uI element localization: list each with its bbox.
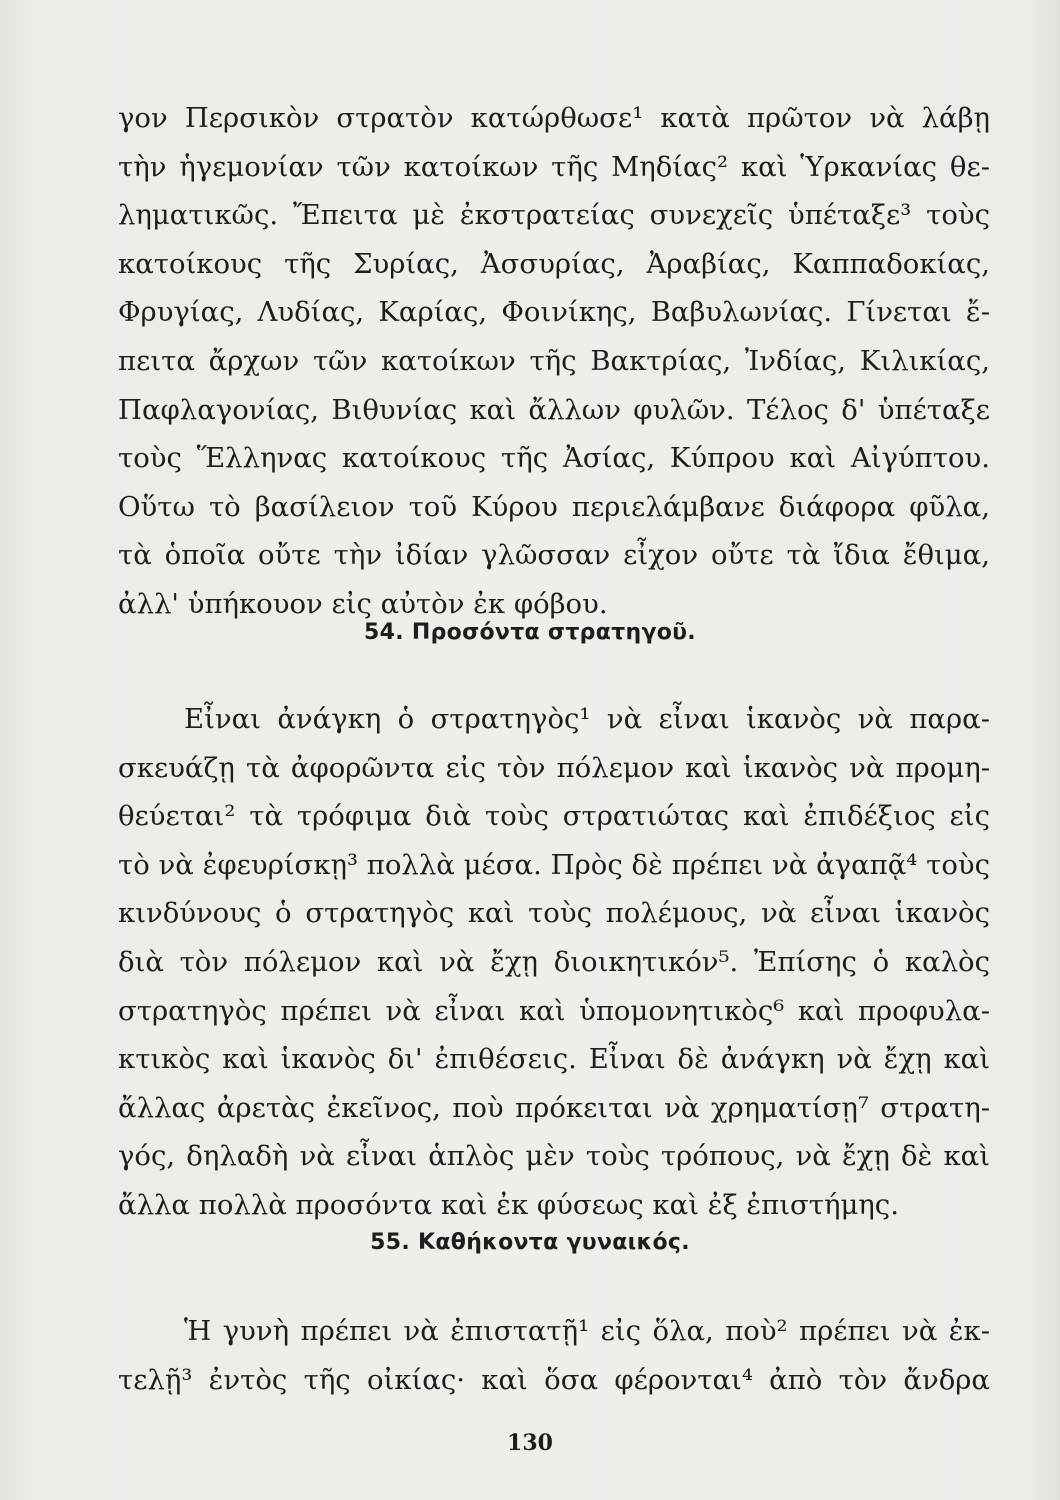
text-line: θεύεται² τὰ τρόφιμα διὰ τοὺς στρατιώτας καὶ ἐπιδέξιος εἰς xyxy=(118,800,990,833)
text-line: κτικὸς καὶ ἱκανὸς δι' ἐπιθέσεις. Εἶναι δὲ ἀνάγκη νὰ ἔχῃ καὶ xyxy=(118,1043,990,1076)
text-line: Παφλαγονίας, Βιθυνίας καὶ ἄλλων φυλῶν. Τέλος δ' ὑπέταξε xyxy=(118,393,990,426)
text-line: Οὕτω τὸ βασίλειον τοῦ Κύρου περιελάμβανε διάφορα φῦλα, xyxy=(118,490,990,523)
text-line: ἄλλας ἀρετὰς ἐκεῖνος, ποὺ πρόκειται νὰ χρηματίσῃ⁷ στρατη- xyxy=(118,1091,990,1124)
text-line: τοὺς Ἕλληνας κατοίκους τῆς Ἀσίας, Κύπρου καὶ Αἰγύπτου. xyxy=(118,442,990,475)
text-line: Ἡ γυνὴ πρέπει νὰ ἐπιστατῇ¹ εἰς ὅλα, ποὺ² πρέπει νὰ ἐκ- xyxy=(184,1315,990,1347)
paragraph-53-continuation xyxy=(118,94,990,629)
text-line: τὸ νὰ ἐφευρίσκῃ³ πολλὰ μέσα. Πρὸς δὲ πρέπει νὰ ἀγαπᾷ⁴ τοὺς xyxy=(118,848,990,881)
section-number: 55. xyxy=(370,1230,411,1255)
text-line: διὰ τὸν πόλεμον καὶ νὰ ἔχῃ διοικητικόν⁵. Ἐπίσης ὁ καλὸς xyxy=(118,945,990,978)
text-line: γον Περσικὸν στρατὸν κατώρθωσε¹ κατὰ πρῶτον νὰ λάβῃ xyxy=(118,102,990,134)
text-line: τελῇ³ ἐντὸς τῆς οἰκίας· καὶ ὅσα φέρονται⁴ ἀπὸ τὸν ἄνδρα xyxy=(118,1363,990,1396)
text-line: τὰ ὁποῖα οὔτε τὴν ἰδίαν γλῶσσαν εἶχον οὔτε τὰ ἴδια ἔθιμα, xyxy=(118,539,990,572)
text-line: Φρυγίας, Λυδίας, Καρίας, Φοινίκης, Βαβυλωνίας. Γίνεται ἔ- xyxy=(118,296,990,329)
text-line: ληματικῶς. Ἔπειτα μὲ ἐκστρατείας συνεχεῖς ὑπέταξε³ τοὺς xyxy=(118,199,990,232)
section-title: Καθήκοντα γυναικός. xyxy=(418,1230,690,1255)
text-line: ἀλλ' ὑπήκουον εἰς αὐτὸν ἐκ φόβου. xyxy=(118,587,608,620)
text-line: κινδύνους ὁ στρατηγὸς καὶ τοὺς πολέμους, νὰ εἶναι ἱκανὸς xyxy=(118,897,990,930)
section-55-heading xyxy=(0,1230,1060,1255)
page-number: 130 xyxy=(507,1430,553,1456)
text-line: στρατηγὸς πρέπει νὰ εἶναι καὶ ὑπομονητικὸς⁶ καὶ προφυλα- xyxy=(118,994,990,1027)
section-54-heading xyxy=(0,620,1060,645)
text-line: γός, δηλαδὴ νὰ εἶναι ἁπλὸς μὲν τοὺς τρόπους, νὰ ἔχῃ δὲ καὶ xyxy=(118,1140,990,1173)
section-55-body xyxy=(118,1307,990,1404)
text-line: Εἶναι ἀνάγκη ὁ στρατηγὸς¹ νὰ εἶναι ἱκανὸς νὰ παρα- xyxy=(184,703,990,735)
text-line: τὴν ἡγεμονίαν τῶν κατοίκων τῆς Μηδίας² καὶ Ὑρκανίας θε- xyxy=(118,150,990,183)
text-line: κατοίκους τῆς Συρίας, Ἀσσυρίας, Ἀραβίας, Καππαδοκίας, xyxy=(118,247,990,280)
text-line: πειτα ἄρχων τῶν κατοίκων τῆς Βακτρίας, Ἰνδίας, Κιλικίας, xyxy=(118,344,990,377)
text-line: σκευάζῃ τὰ ἀφορῶντα εἰς τὸν πόλεμον καὶ ἱκανὸς νὰ προμη- xyxy=(118,751,990,784)
section-54-body xyxy=(118,695,990,1230)
section-number: 54. xyxy=(364,620,404,645)
section-title: Προσόντα στρατηγοῦ. xyxy=(411,620,696,645)
text-line: ἄλλα πολλὰ προσόντα καὶ ἐκ φύσεως καὶ ἐξ ἐπιστήμης. xyxy=(118,1188,899,1221)
